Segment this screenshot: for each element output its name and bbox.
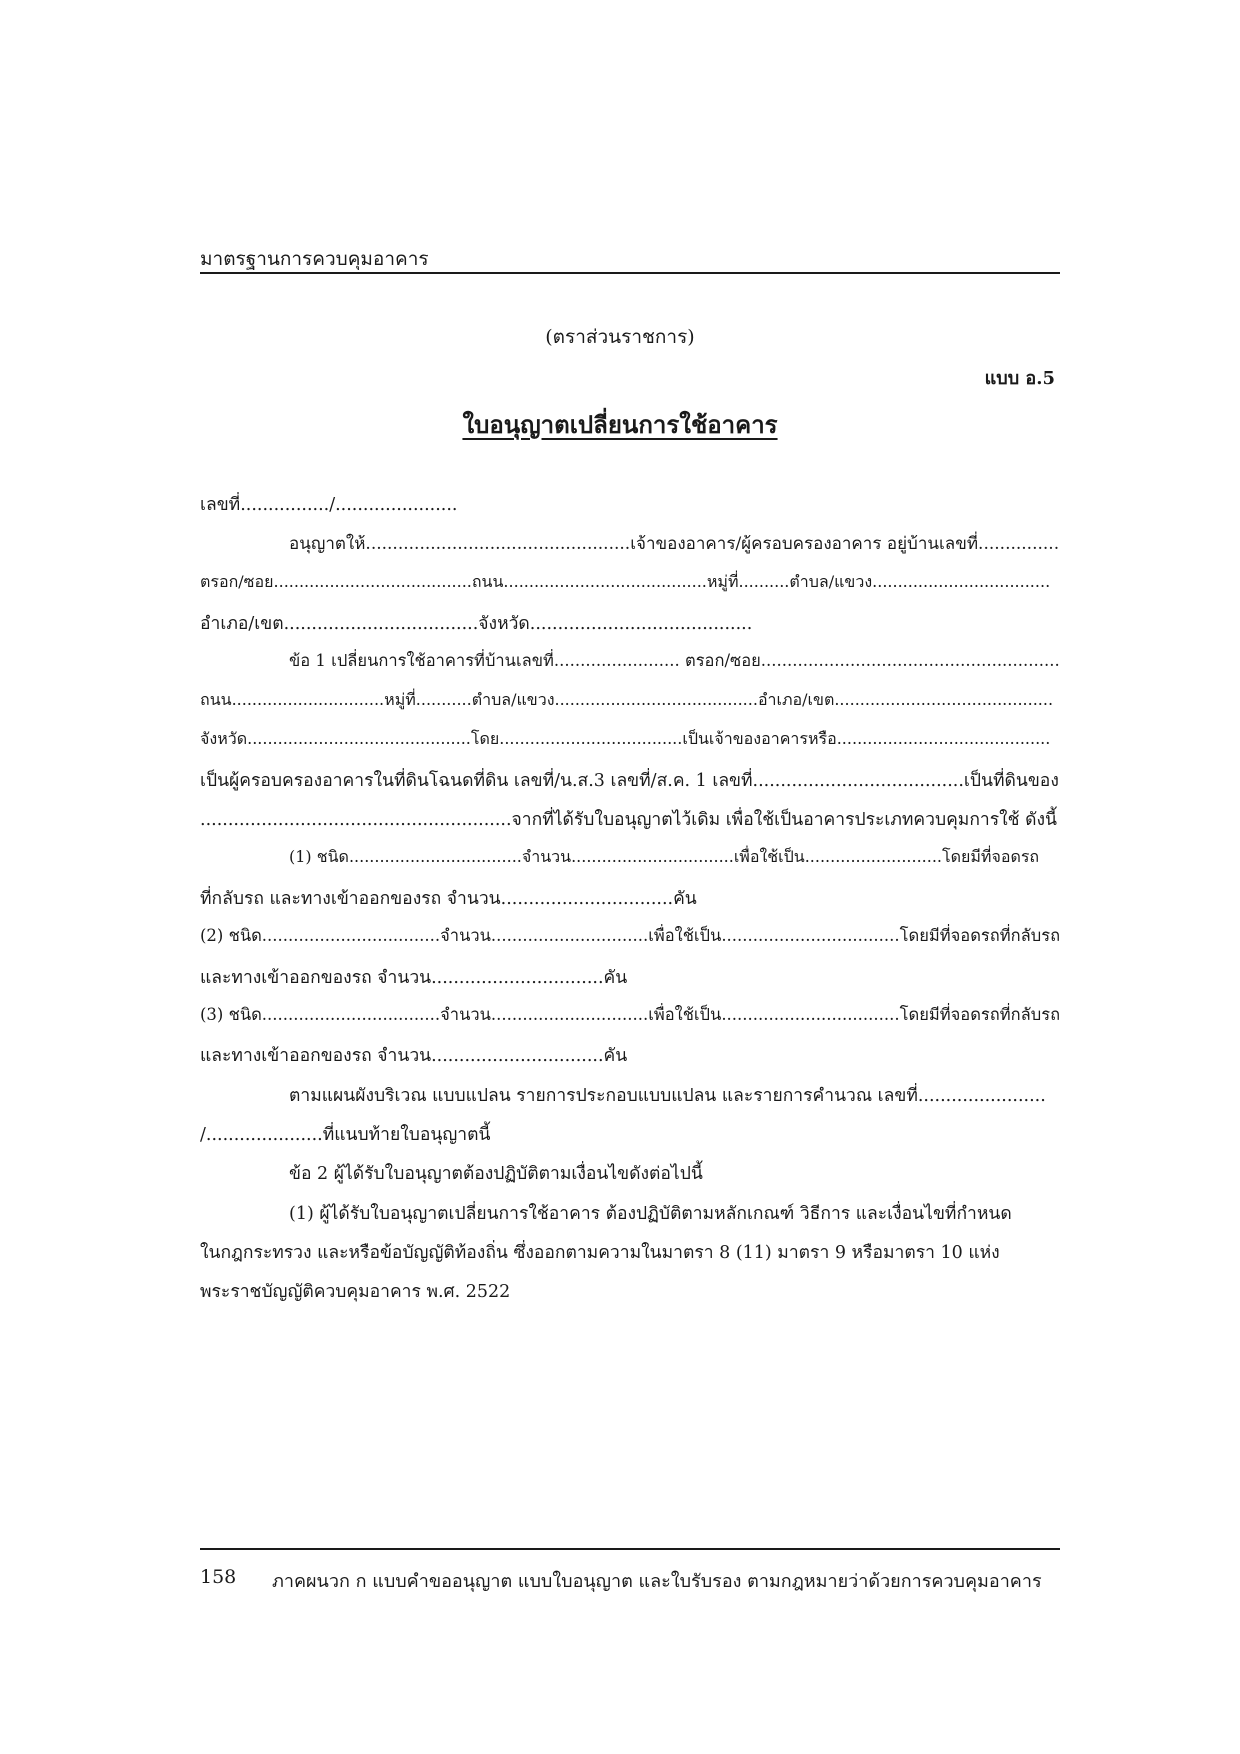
permit-number-line: เลขที่................/...................... [200, 495, 458, 515]
running-head: มาตรฐานการควบคุมอาคาร [200, 248, 429, 270]
item-3-type-line: (3) ชนิด..................................จำนวน..............................เพื่อใช้เป็น..................................โดยมีที่จอดรถที่กลับรถ [200, 1005, 1060, 1024]
permit-grantee-line: อนุญาตให้.................................................เจ้าของอาคาร/ผู้ครอบครองอาคาร อยู่บ้านเลขที่............... [289, 534, 1060, 554]
plans-attachment-line: /.....................ที่แนบท้ายใบอนุญาตนี้ [200, 1125, 491, 1145]
clause-1-land-title-line: เป็นผู้ครอบครองอาคารในที่ดินโฉนดที่ดิน เลขที่/น.ส.3 เลขที่/ส.ค. 1 เลขที่......................................เป็นที่ดินของ [200, 771, 1059, 791]
district-line: อำเภอ/เขต...................................จังหวัด........................................ [200, 614, 753, 634]
form-title: ใบอนุญาตเปลี่ยนการใช้อาคาร [462, 410, 778, 439]
seal-note: (ตราส่วนราชการ) [545, 326, 695, 348]
footer-rule [200, 1548, 1060, 1550]
clause-1-road-line: ถนน..............................หมู่ที่...........ตำบล/แขวง........................................อำเภอ/เขต........................................... [200, 690, 1054, 709]
item-3-parking-line: และทางเข้าออกของรถ จำนวน...............................คัน [200, 1046, 628, 1066]
clause-2-regulation-line: ในกฎกระทรวง และหรือข้อบัญญัติท้องถิ่น ซึ่งออกตามความในมาตรา 8 (11) มาตรา 9 หรือมาตรา 10 แห่ง [200, 1243, 1000, 1263]
footer-text: ภาคผนวก ก แบบคำขออนุญาต แบบใบอนุญาต และใบรับรอง ตามกฎหมายว่าด้วยการควบคุมอาคาร [272, 1571, 1042, 1592]
item-2-type-line: (2) ชนิด..................................จำนวน..............................เพื่อใช้เป็น..................................โดยมีที่จอดรถที่กลับรถ [200, 926, 1060, 945]
clause-1-province-line: จังหวัด............................................โดย....................................เป็นเจ้าของอาคารหรือ.......................................... [200, 729, 1051, 748]
item-2-parking-line: และทางเข้าออกของรถ จำนวน...............................คัน [200, 968, 628, 988]
item-1-parking-line: ที่กลับรถ และทางเข้าออกของรถ จำนวน...............................คัน [200, 889, 697, 909]
page-number: 158 [200, 1566, 237, 1588]
form-code: แบบ อ.5 [984, 368, 1055, 389]
address-line: ตรอก/ซอย.......................................ถนน........................................หมู่ที่..........ตำบล/แขวง................................... [200, 572, 1051, 591]
header-rule [200, 272, 1060, 274]
clause-2-heading-line: ข้อ 2 ผู้ได้รับใบอนุญาตต้องปฏิบัติตามเงื่อนไขดังต่อไปนี้ [289, 1164, 703, 1184]
plans-reference-line: ตามแผนผังบริเวณ แบบแปลน รายการประกอบแบบแปลน และรายการคำนวณ เลขที่....................... [289, 1086, 1046, 1106]
clause-1-heading-line: ข้อ 1 เปลี่ยนการใช้อาคารที่บ้านเลขที่........................ ตรอก/ซอย......................................................... [289, 651, 1060, 670]
clause-1-purpose-line: ........................................................จากที่ได้รับใบอนุญาตไว้เดิม เพื่อใช้เป็นอาคารประเภทควบคุมการใช้ ดังนี้ [200, 810, 1057, 830]
clause-2-item-1-line: (1) ผู้ได้รับใบอนุญาตเปลี่ยนการใช้อาคาร ต้องปฏิบัติตามหลักเกณฑ์ วิธีการ และเงื่อนไขที่กำหนด [289, 1204, 1012, 1224]
clause-2-act-line: พระราชบัญญัติควบคุมอาคาร พ.ศ. 2522 [200, 1282, 511, 1302]
item-1-type-line: (1) ชนิด..................................จำนวน................................เพื่อใช้เป็น...........................โดยมีที่จอดรถ [289, 847, 1040, 866]
